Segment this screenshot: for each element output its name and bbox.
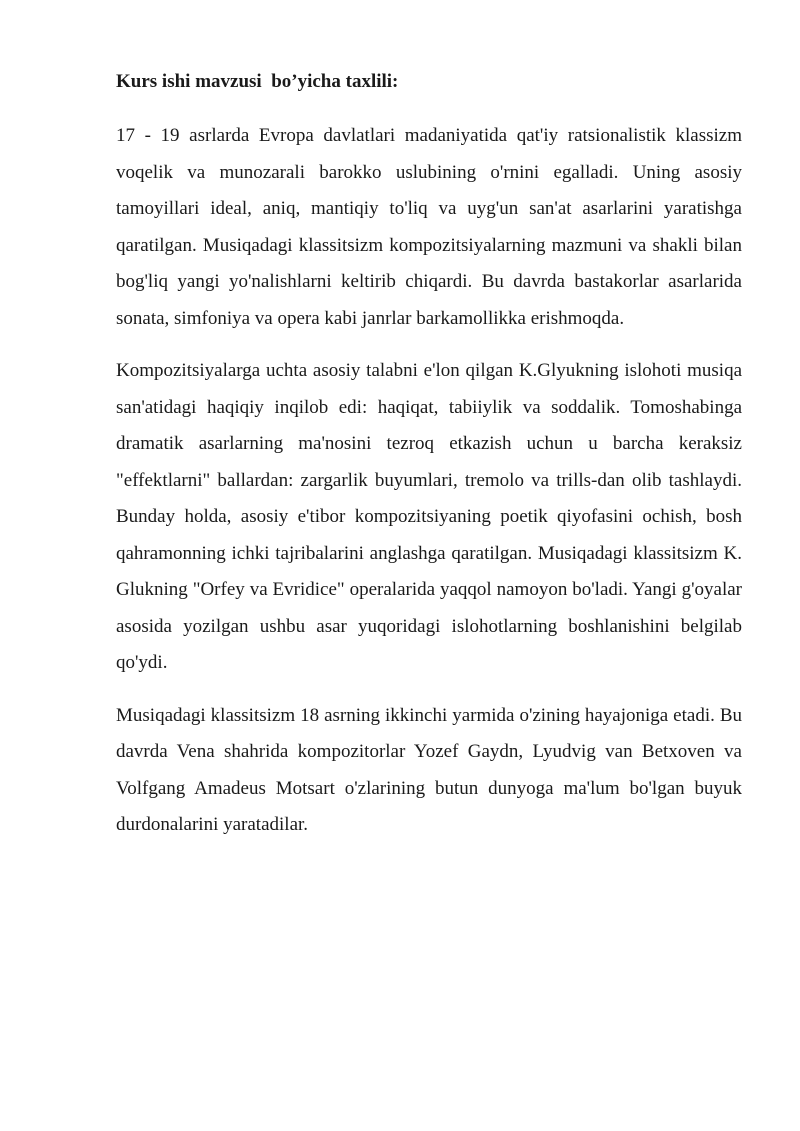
- paragraph-classicism-intro: 17 - 19 asrlarda Evropa davlatlari madaniyatida qat'iy ratsionalistik klassizm voqelik va munozarali barokko uslubining o'rnini egalladi. Uning asosiy tamoyillari ideal, aniq, mantiqiy to'liq va uyg'un san'at asarlarini yaratishga qaratilgan. Musiqadagi klassitsizm kompozitsiyalarning mazmuni va shakli bilan bog'liq yangi yo'nalishlarni keltirib chiqardi. Bu davrda bastakorlar asarlarida sonata, simfoniya va opera kabi janrlar barkamollikka erishmoqda.: [116, 125, 742, 329]
- section-heading: Kurs ishi mavzusi bo’yicha taxlili:: [116, 71, 399, 92]
- paragraph-gluck-reform: Kompozitsiyalarga uchta asosiy talabni e'lon qilgan K.Glyukning islohoti musiqa san'atidagi haqiqiy inqilob edi: haqiqat, tabiiylik va soddalik. Tomoshabinga dramatik asarlarning ma'nosini tezroq etkazish uchun u barcha keraksiz "effektlarni" ballardan: zargarlik buyumlari, tremolo va trills-dan olib tashlaydi. Bunday holda, asosiy e'tibor kompozitsiyaning poetik qiyofasini ochish, bosh qahramonning ichki tajribalarini anglashga qaratilgan. Musiqadagi klassitsizm K. Glukning "Orfey va Evridice" operalarida yaqqol namoyon bo'ladi. Yangi g'oyalar asosida yozilgan ushbu asar yuqoridagi islohotlarning boshlanishini belgilab qo'ydi.: [116, 360, 742, 673]
- document-page: [116, 70, 742, 860]
- paragraph-vienna-composers: Musiqadagi klassitsizm 18 asrning ikkinchi yarmida o'zining hayajoniga etadi. Bu davrda Vena shahrida kompozitorlar Yozef Gaydn, Lyudvig van Betxoven va Volfgang Amadeus Motsart o'zlarining butun dunyoga ma'lum bo'lgan buyuk durdonalarini yaratadilar.: [116, 704, 742, 835]
